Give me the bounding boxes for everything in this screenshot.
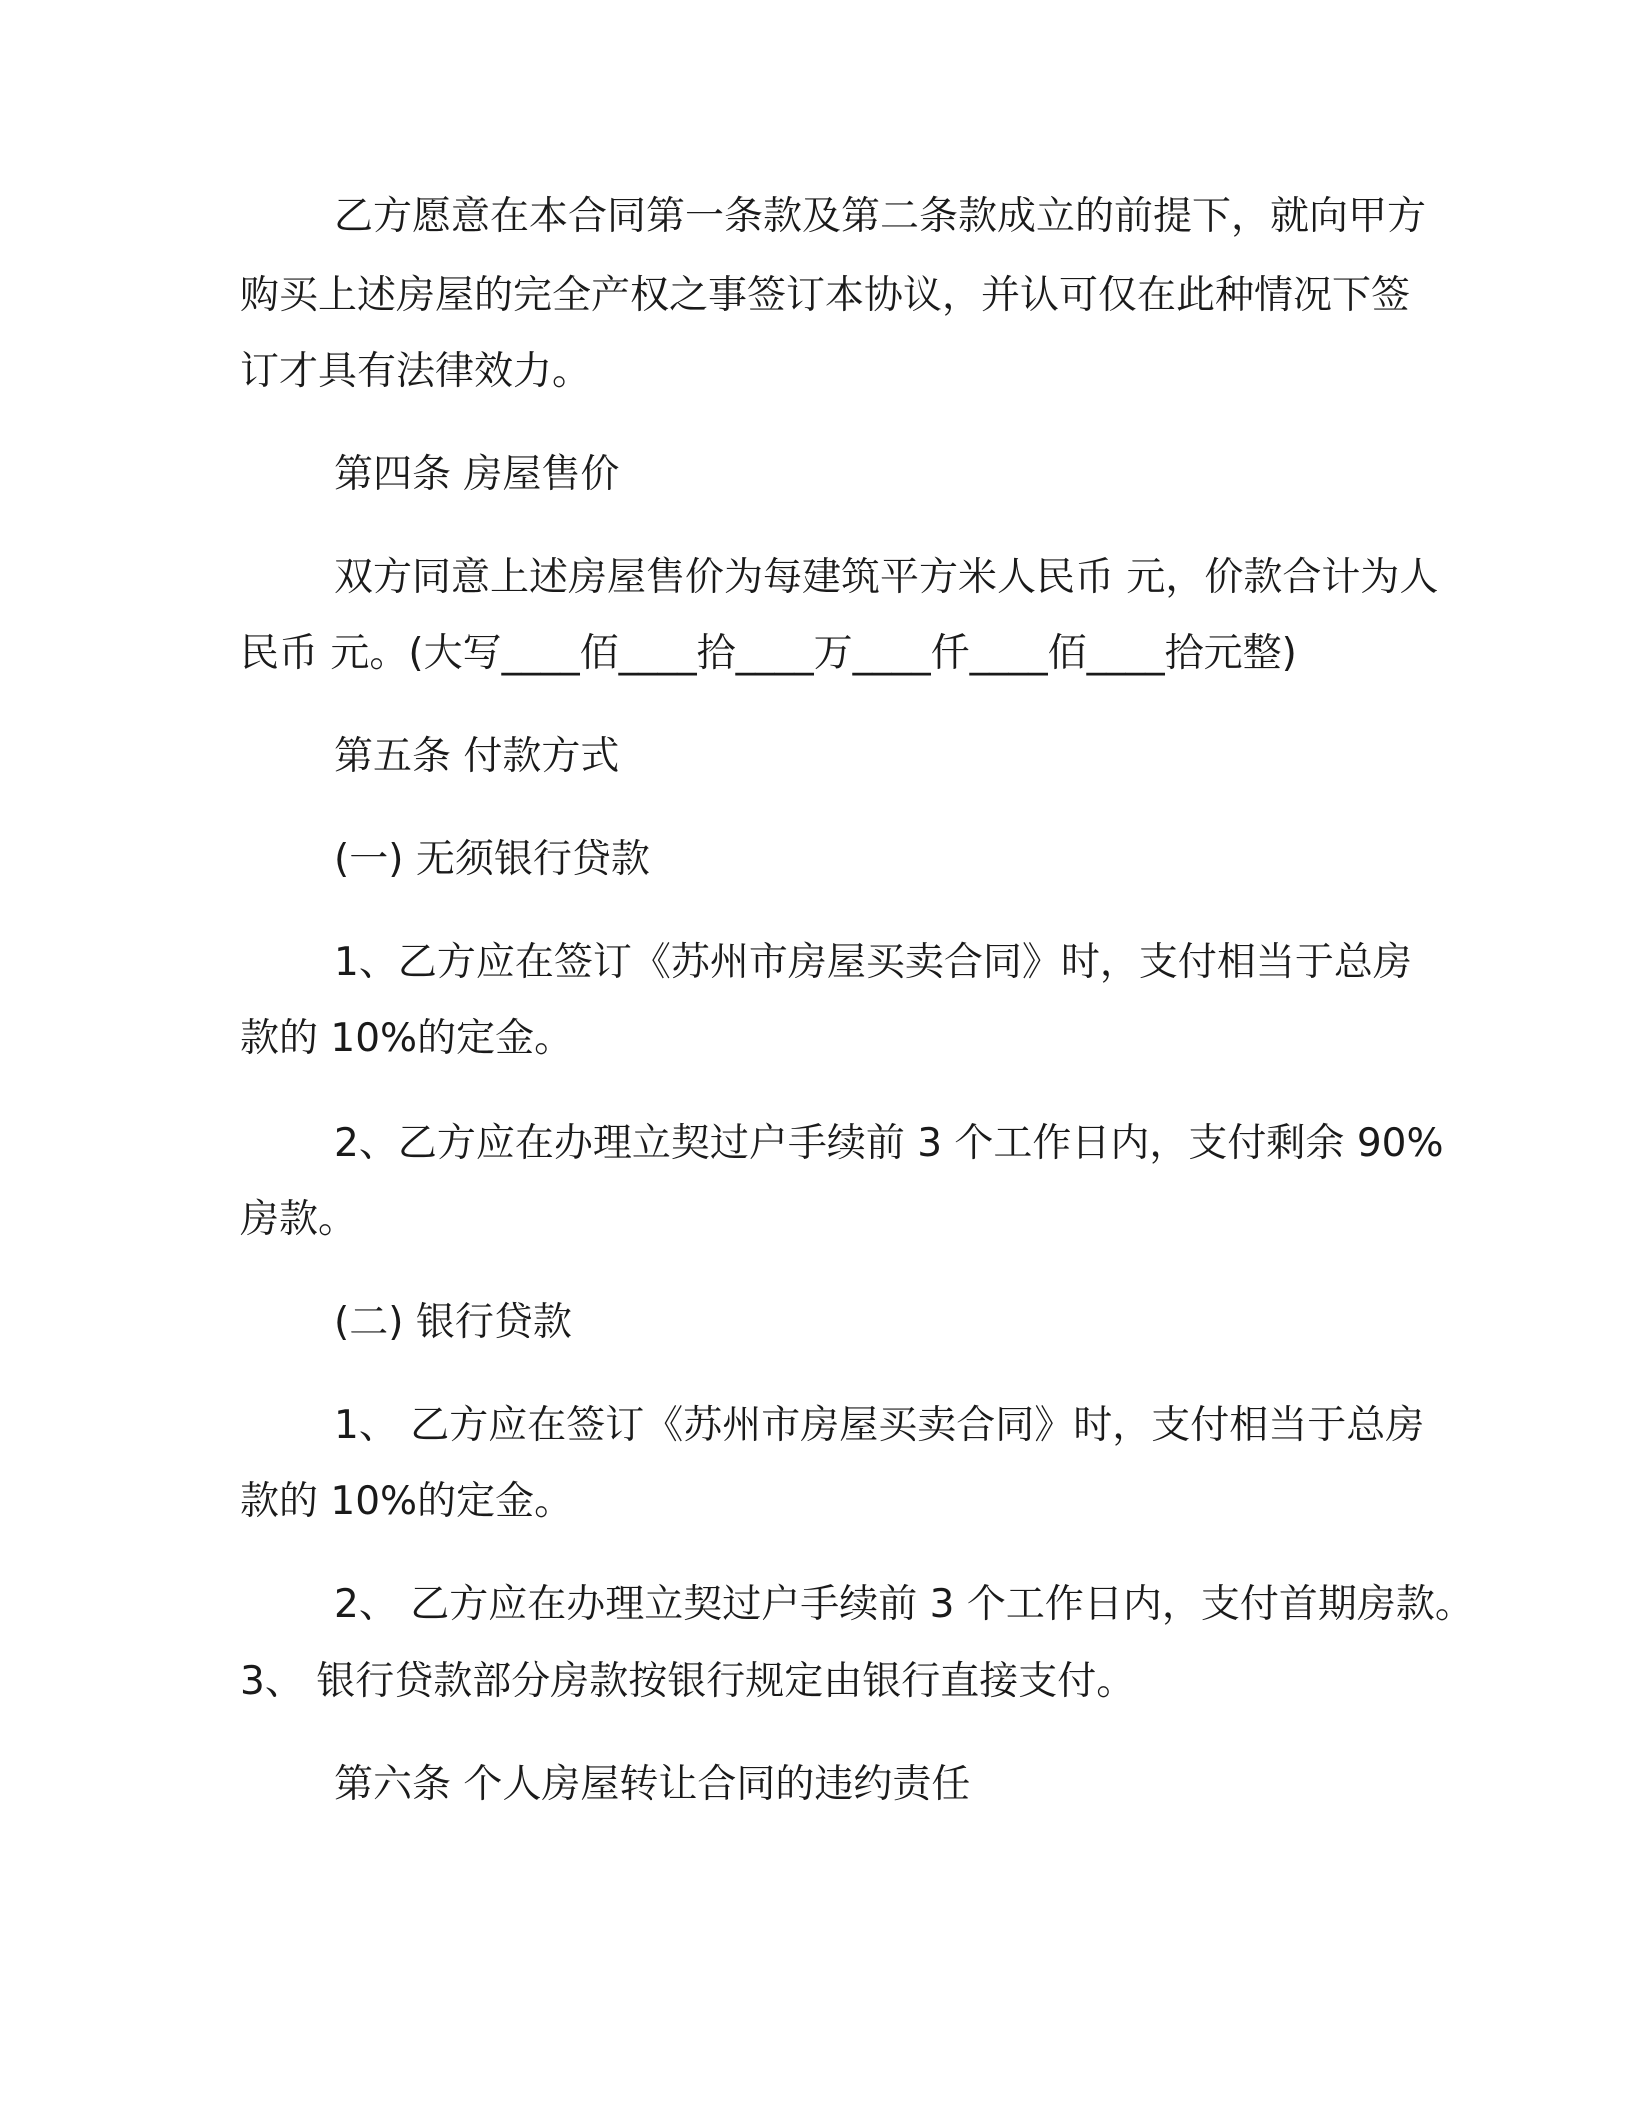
paragraph-line: 购买上述房屋的完全产权之事签订本协议，并认可仅在此种情况下签 <box>240 273 1411 318</box>
paragraph-line: 订才具有法律效力。 <box>240 349 592 394</box>
section-heading: 第四条 房屋售价 <box>334 452 620 497</box>
list-item: 1、乙方应在签订《苏州市房屋买卖合同》时，支付相当于总房 <box>334 940 1412 985</box>
paragraph-line: 双方同意上述房屋售价为每建筑平方米人民币 元，价款合计为人 <box>334 555 1439 600</box>
list-item: 2、乙方应在办理立契过户手续前 3 个工作日内，支付剩余 90% <box>334 1121 1444 1166</box>
list-item: 3、 银行贷款部分房款按银行规定由银行直接支付。 <box>240 1659 1136 1704</box>
section-heading: 第六条 个人房屋转让合同的违约责任 <box>334 1762 971 1807</box>
paragraph-line: 款的 10%的定金。 <box>240 1016 574 1061</box>
paragraph-line: 房款。 <box>240 1197 358 1242</box>
list-item: 1、 乙方应在签订《苏州市房屋买卖合同》时，支付相当于总房 <box>334 1403 1425 1448</box>
subsection-heading: (一) 无须银行贷款 <box>334 837 650 882</box>
paragraph-line: 民币 元。(大写____佰____拾____万____仟____佰____拾元整) <box>240 631 1297 676</box>
paragraph-line: 款的 10%的定金。 <box>240 1479 574 1524</box>
section-heading: 第五条 付款方式 <box>334 734 620 779</box>
list-item: 2、 乙方应在办理立契过户手续前 3 个工作日内，支付首期房款。 <box>334 1582 1474 1627</box>
paragraph-line: 乙方愿意在本合同第一条款及第二条款成立的前提下，就向甲方 <box>334 194 1427 239</box>
subsection-heading: (二) 银行贷款 <box>334 1300 572 1345</box>
